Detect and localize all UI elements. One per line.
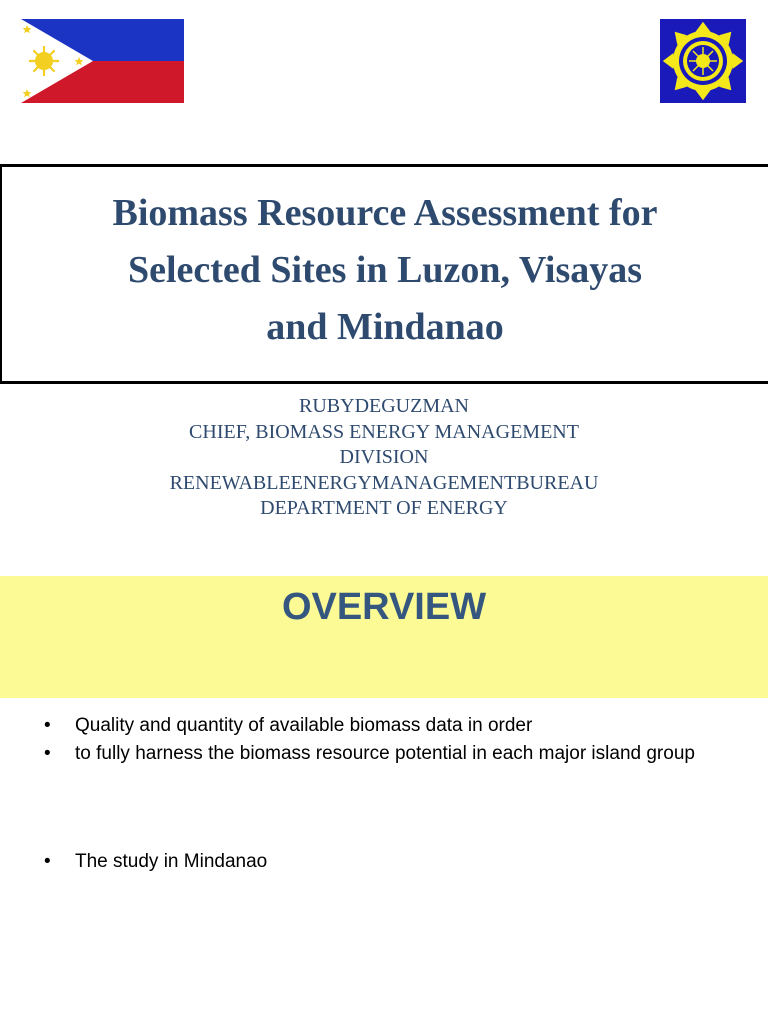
presentation-title xyxy=(35,185,735,356)
department-of-energy-seal-icon xyxy=(660,19,746,103)
list-item-text: to fully harness the biomass resource potential in each major island group xyxy=(75,743,695,764)
title-box xyxy=(0,164,768,384)
title-line-3: and Mindanao xyxy=(266,305,504,348)
bullet-icon: • xyxy=(44,743,51,764)
overview-heading: OVERVIEW xyxy=(281,586,487,628)
list-item-text: Quality and quantity of available biomass data in order xyxy=(75,715,533,736)
title-line-1: Biomass Resource Assessment for xyxy=(112,191,658,234)
author-department: DEPARTMENT OF ENERGY xyxy=(260,497,508,520)
author-block xyxy=(0,394,768,522)
philippine-flag-icon xyxy=(21,19,184,103)
author-name: RUBYDEGUZMAN xyxy=(299,395,469,417)
list-item-text: The study in Mindanao xyxy=(75,851,268,872)
author-bureau: RENEWABLEENERGYMANAGEMENTBUREAU xyxy=(169,471,599,494)
list-item xyxy=(44,848,744,876)
author-position-line-2: DIVISION xyxy=(339,446,429,469)
overview-bullet-list xyxy=(44,712,744,876)
author-position-line-1: CHIEF, BIOMASS ENERGY MANAGEMENT xyxy=(189,420,579,443)
list-item xyxy=(44,712,744,740)
bullet-icon: • xyxy=(44,715,51,736)
title-line-2: Selected Sites in Luzon, Visayas xyxy=(127,248,643,291)
bullet-icon: • xyxy=(44,851,51,872)
list-item xyxy=(44,740,744,768)
